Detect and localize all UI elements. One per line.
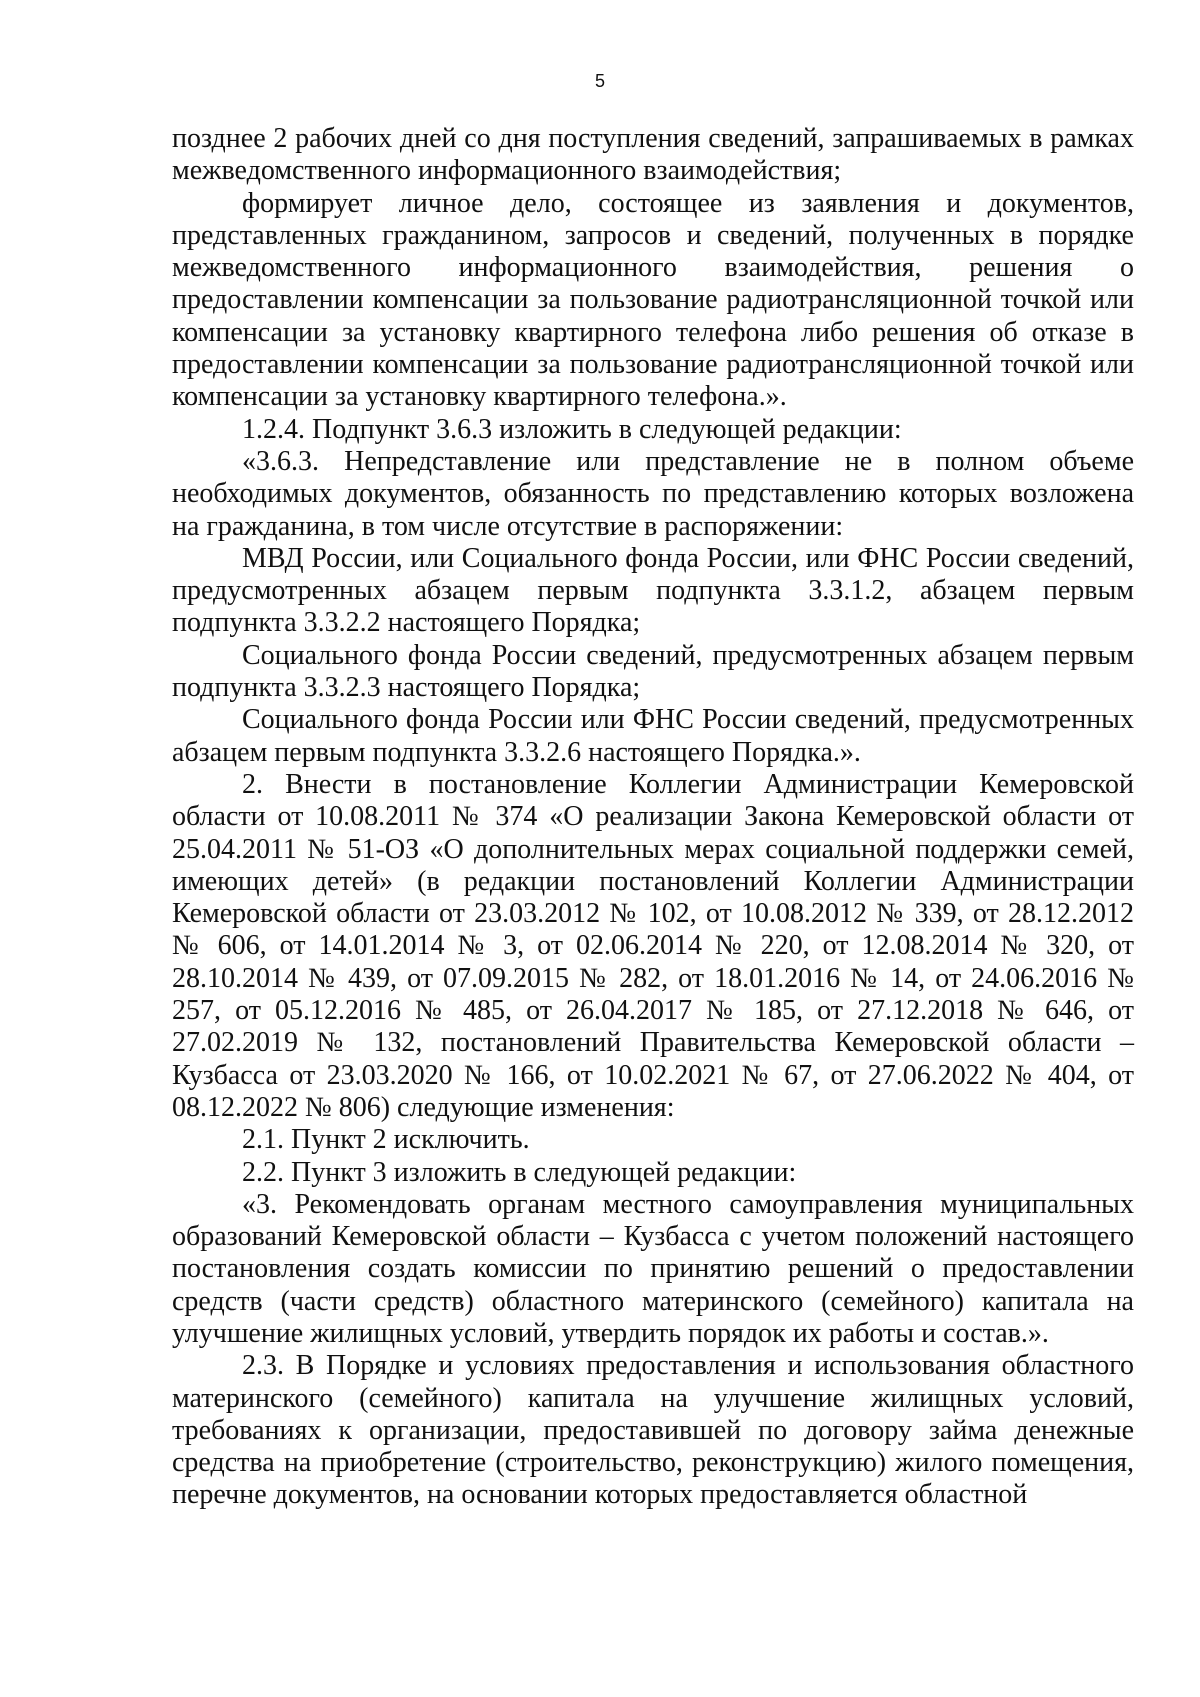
paragraph-2-3: 2.3. В Порядке и условиях предоставления и использования областного материнского (семейного) капитала на улучшение жилищных условий, требованиях к организации, предоставившей по договору займа денежные средства на приобретение (строительство, реконструкцию) жилого помещения, перечне документов, на основании которых предоставляется областной [172, 1350, 1134, 1511]
paragraph-3-6-3: «3.6.3. Непредставление или представление не в полном объеме необходимых документов, обязанность по представлению которых возложена на гражданина, в том числе отсутствие в распоряжении: [172, 445, 1134, 542]
paragraph-1-2-4: 1.2.4. Подпункт 3.6.3 изложить в следующей редакции: [242, 413, 902, 445]
page-number: 5 [594, 71, 605, 91]
document-body [172, 123, 1134, 1512]
paragraph-sfr-fns: Социального фонда России или ФНС России сведений, предусмотренных абзацем первым подпункта 3.3.2.6 настоящего Порядка.». [172, 704, 1134, 768]
paragraph-sfr: Социального фонда России сведений, предусмотренных абзацем первым подпункта 3.3.2.3 настоящего Порядка; [172, 639, 1134, 704]
paragraph-continuation: позднее 2 рабочих дней со дня поступления сведений, запрашиваемых в рамках межведомственного информационного взаимодействия; [172, 123, 1134, 187]
paragraph-3-recommend: «3. Рекомендовать органам местного самоуправления муниципальных образований Кемеровской области – Кузбасса с учетом положений настоящего постановления создать комиссии по принятию решений о предоставлении средств (части средств) областного материнского (семейного) капитала на улучшение жилищных условий, утвердить порядок их работы и состав.». [172, 1188, 1134, 1349]
paragraph-2: 2. Внести в постановление Коллегии Администрации Кемеровской области от 10.08.2011 № 374 «О реализации Закона Кемеровской области от 25.04.2011 № 51-ОЗ «О дополнительных мерах социальной поддержки семей, имеющих детей» (в редакции постановлений Коллегии Администрации Кемеровской области от 23.03.2012 № 102, от 10.08.2012 № 339, от 28.12.2012 № 606, от 14.01.2014 № 3, от 02.06.2014 № 220, от 12.08.2014 № 320, от 28.10.2014 № 439, от 07.09.2015 № 282, от 18.01.2016 № 14, от 24.06.2016 № 257, от 05.12.2016 № 485, от 26.04.2017 № 185, от 27.12.2018 № 646, от 27.02.2019 № 132, постановлений Правительства Кемеровской области – Кузбасса от 23.03.2020 № 166, от 10.02.2021 № 67, от 27.06.2022 № 404, от 08.12.2022 № 806) следующие изменения: [172, 768, 1134, 1123]
paragraph-2-2: 2.2. Пункт 3 изложить в следующей редакции: [242, 1156, 797, 1188]
paragraph-personal-file: формирует личное дело, состоящее из заявления и документов, представленных гражданином, запросов и сведений, полученных в порядке межведомственного информационного взаимодействия, решения о предоставлении компенсации за пользование радиотрансляционной точкой или компенсации за установку квартирного телефона либо решения об отказе в предоставлении компенсации за пользование радиотрансляционной точкой или компенсации за установку квартирного телефона.». [172, 187, 1134, 413]
paragraph-2-1: 2.1. Пункт 2 исключить. [242, 1124, 530, 1156]
paragraph-mvd: МВД России, или Социального фонда России, или ФНС России сведений, предусмотренных абзацем первым подпункта 3.3.1.2, абзацем первым подпункта 3.3.2.2 настоящего Порядка; [172, 542, 1134, 639]
